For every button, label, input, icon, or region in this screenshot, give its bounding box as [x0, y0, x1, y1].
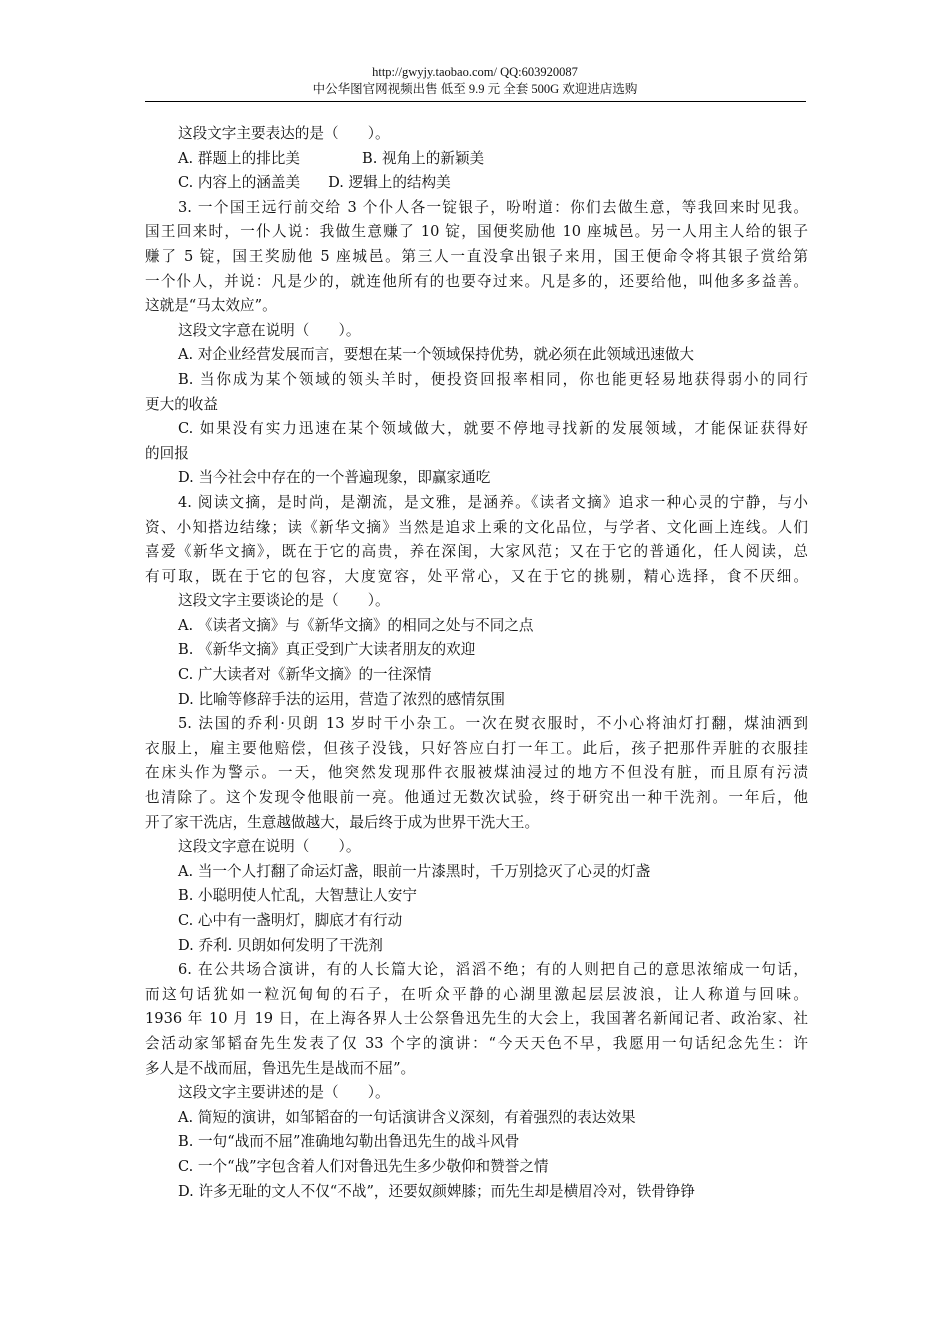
q4-passage-line: 喜爱《新华文摘》，既在于它的高贵，养在深闺，大家风范；又在于它的普通化，任人阅读，总 [145, 543, 808, 561]
q3-option-c: C. 如果没有实力迅速在某个领域做大，就要不停地寻找新的发展领域，才能保证获得好 [178, 420, 808, 438]
q3-passage-line: 3. 一个国王远行前交给 3 个仆人各一锭银子，吩咐道：你们去做生意，等我回来时见我。 [178, 198, 808, 216]
q2-option-d: D. 逻辑上的结构美 [328, 174, 451, 192]
q5-option-b: B. 小聪明使人忙乱，大智慧让人安宁 [178, 887, 417, 905]
q3-option-b-cont: 更大的收益 [145, 395, 218, 413]
q3-option-c-cont: 的回报 [145, 444, 189, 462]
q5-option-d: D. 乔利. 贝朗如何发明了干洗剂 [178, 936, 383, 954]
q6-option-d: D. 许多无耻的文人不仅“不战”，还要奴颜婢膝；而先生却是横眉冷对，铁骨铮铮 [178, 1182, 695, 1200]
q2-prompt: 这段文字主要表达的是（ ）。 [178, 125, 390, 142]
header-advert: 中公华图官网视频出售 低至 9.9 元 全套 500G 欢迎进店选购 [312, 82, 638, 96]
header-divider [145, 101, 806, 102]
q6-option-b: B. 一句“战而不屈”准确地勾勒出鲁迅先生的战斗风骨 [178, 1133, 520, 1151]
q3-passage-line: 赚了 5 锭，国王奖励他 5 座城邑。第三人一直没拿出银子来用，国王便命令将其银子赏给第 [145, 247, 808, 265]
q4-option-d: D. 比喻等修辞手法的运用，营造了浓烈的感情氛围 [178, 690, 505, 708]
q2-options-ab [145, 147, 808, 172]
q5-option-a: A. 当一个人打翻了命运灯盏，眼前一片漆黑时，千万别捻灭了心灵的灯盏 [178, 862, 651, 880]
q5-passage-line: 5. 法国的乔利·贝朗 13 岁时干小杂工。一次在熨衣服时，不小心将油灯打翻，煤油洒到 [178, 715, 808, 733]
q5-prompt: 这段文字意在说明（ ）。 [178, 838, 361, 856]
q5-passage-line: 开了家干洗店，生意越做越大，最后终于成为世界干洗大王。 [145, 813, 540, 831]
q3-option-b: B. 当你成为某个领域的领头羊时，便投资回报率相同，你也能更轻易地获得弱小的同行 [178, 370, 808, 388]
q5-passage-line: 在床头作为警示。一天，他突然发现那件衣服被煤油浸过的地方不但没有脏，而且原有污渍 [145, 764, 808, 782]
q3-passage-line: 这就是“马太效应”。 [145, 297, 277, 315]
q6-passage-line: 多人是不战而屈，鲁迅先生是战而不屈”。 [145, 1059, 416, 1077]
q5-passage-line: 也清除了。这个发现令他眼前一亮。他通过无数次试验，终于研究出一种干洗剂。一年后，他 [145, 789, 808, 807]
header-url-qq: http://gwyjy.taobao.com/ QQ:603920087 [372, 65, 578, 79]
q2-option-c: C. 内容上的涵盖美 [178, 174, 301, 192]
q3-prompt: 这段文字意在说明（ ）。 [178, 321, 361, 339]
q4-prompt: 这段文字主要谈论的是（ ）。 [178, 592, 390, 610]
q2-option-a: A. 群题上的排比美 [178, 149, 300, 167]
q4-passage-line: 有可取，既在于它的包容，大度宽容，处平常心，又在于它的挑剔，精心选择，食不厌细。 [145, 567, 808, 585]
q6-passage-line: 6. 在公共场合演讲，有的人长篇大论，滔滔不绝；有的人则把自己的意思浓缩成一句话， [178, 961, 808, 979]
q5-passage-line: 衣服上，雇主要他赔偿，但孩子没钱，只好答应白打一年工。此后，孩子把那件弄脏的衣服挂 [145, 739, 808, 757]
q4-passage-line: 4. 阅读文摘，是时尚，是潮流，是文雅，是涵养。《读者文摘》追求一种心灵的宁静，与小 [178, 493, 808, 511]
q3-option-d: D. 当今社会中存在的一个普遍现象，即赢家通吃 [178, 469, 491, 487]
q6-passage-line: 会活动家邹韬奋先生发表了仅 33 个字的演讲：“今天天色不早，我愿用一句话纪念先生：许 [145, 1034, 808, 1052]
q4-option-b: B. 《新华文摘》真正受到广大读者朋友的欢迎 [178, 641, 476, 659]
q3-passage-line: 一个仆人，并说：凡是少的，就连他所有的也要夺过来。凡是多的，还要给他，叫他多多益善。 [145, 272, 808, 290]
q4-passage-line: 资、小知搭边结缘；读《新华文摘》当然是追求上乘的文化品位，与学者、文化画上连线。人们 [145, 518, 808, 536]
q4-option-c: C. 广大读者对《新华文摘》的一往深情 [178, 666, 432, 684]
q6-option-c: C. 一个“战”字包含着人们对鲁迅先生多少敬仰和赞誉之情 [178, 1157, 549, 1175]
q4-option-a: A. 《读者文摘》与《新华文摘》的相同之处与不同之点 [178, 616, 534, 634]
page-header [145, 64, 805, 98]
q6-passage-line: 1936 年 10 月 19 日，在上海各界人士公祭鲁迅先生的大会上，我国著名新闻记者、政治家、社 [145, 1010, 808, 1028]
q6-option-a: A. 简短的演讲，如邹韬奋的一句话演讲含义深刻，有着强烈的表达效果 [178, 1108, 636, 1126]
q3-passage-line: 国王回来时，一仆人说：我做生意赚了 10 锭，国便奖励他 10 座城邑。另一人用主人给的银子 [145, 223, 808, 241]
q6-prompt: 这段文字主要讲述的是（ ）。 [178, 1084, 390, 1102]
q2-option-b: B. 视角上的新颖美 [361, 149, 485, 167]
q5-option-c: C. 心中有一盏明灯，脚底才有行动 [178, 912, 403, 929]
q3-option-a: A. 对企业经营发展而言，要想在某一个领域保持优势，就必须在此领域迅速做大 [178, 346, 695, 364]
document-body [145, 122, 808, 1204]
q2-options-cd [145, 171, 808, 196]
q6-passage-line: 而这句话犹如一粒沉甸甸的石子，在听众平静的心湖里激起层层波浪，让人称道与回味。 [145, 985, 808, 1003]
